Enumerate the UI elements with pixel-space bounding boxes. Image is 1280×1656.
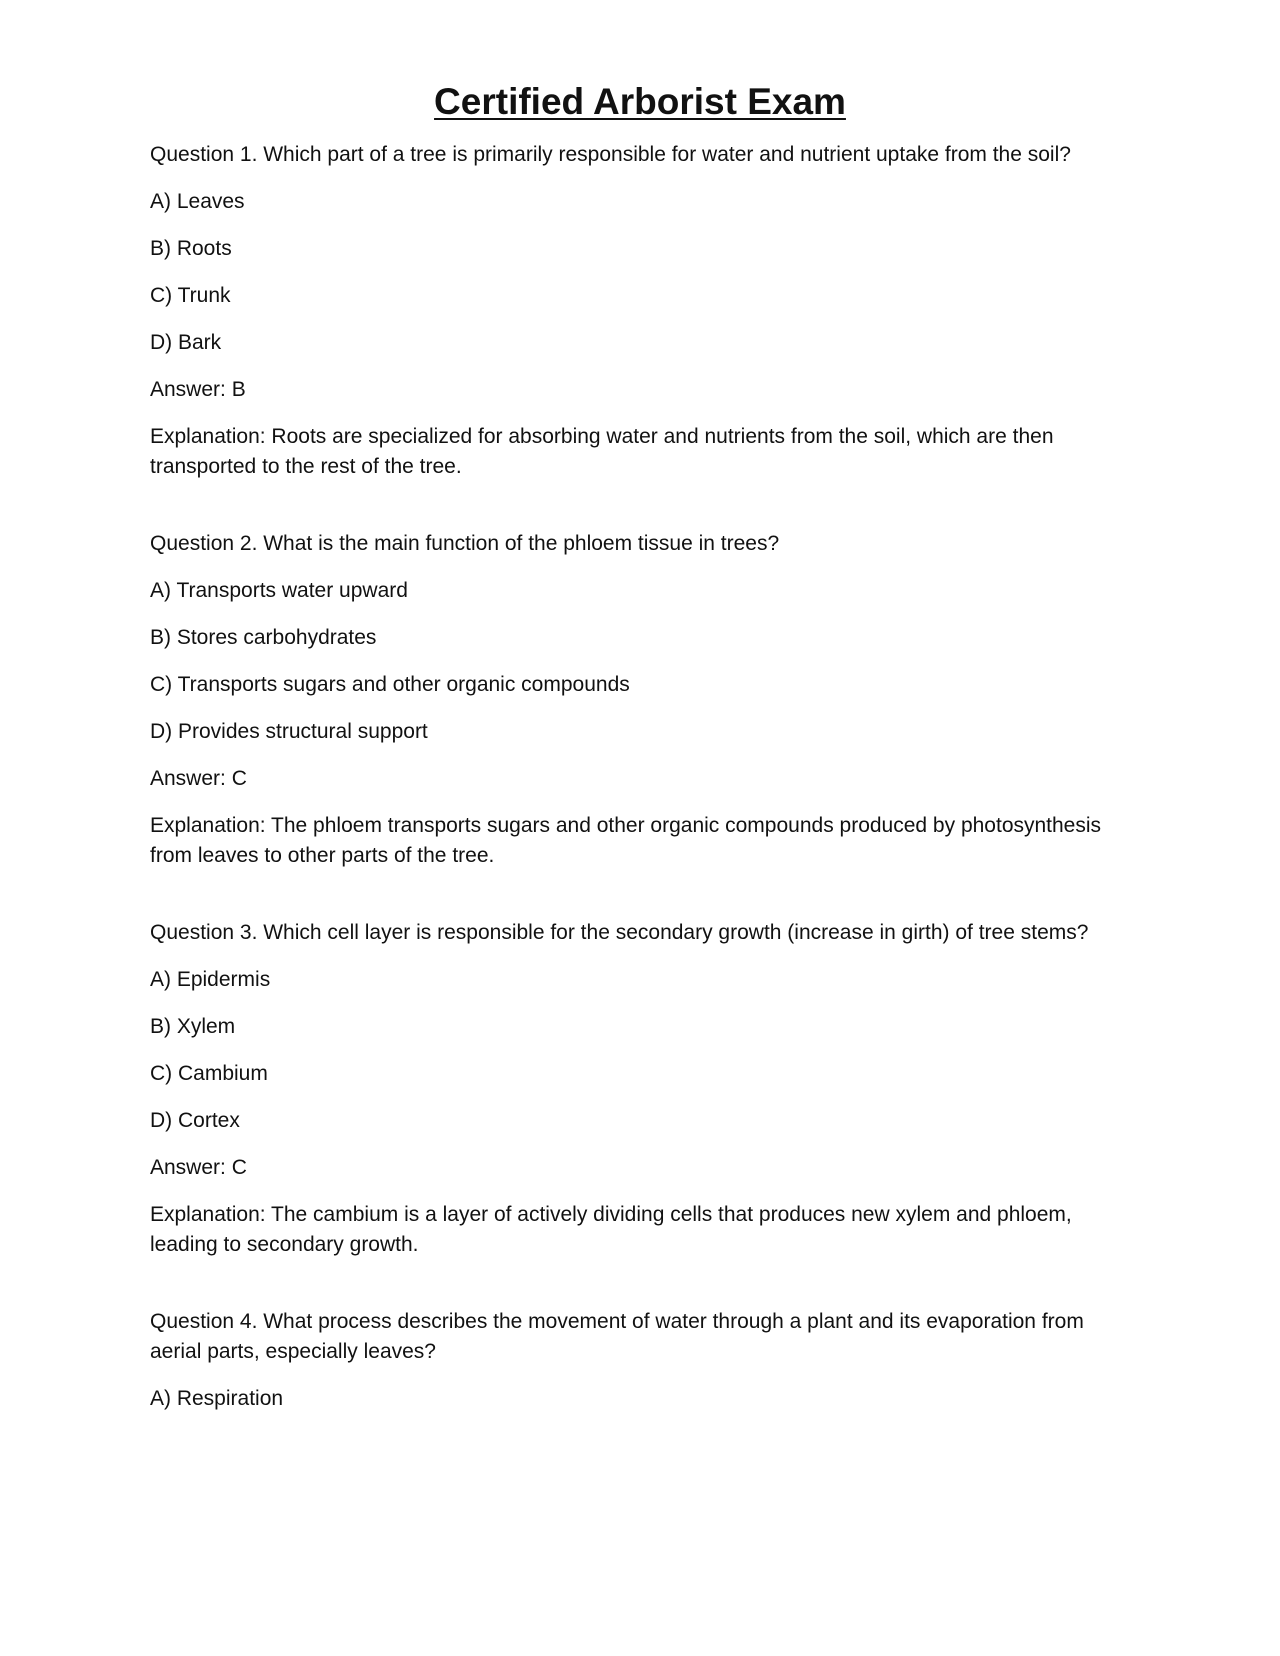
option-d: D) Provides structural support <box>150 720 428 743</box>
option-c: C) Trunk <box>150 284 231 307</box>
option-c: C) Transports sugars and other organic compounds <box>150 673 630 696</box>
option-a: A) Leaves <box>150 190 245 213</box>
answer-line: Answer: C <box>150 1156 247 1179</box>
explanation-text: Explanation: The cambium is a layer of actively dividing cells that produces new xylem and phloem, leading to secondary growth. <box>150 1203 1072 1256</box>
option-c: C) Cambium <box>150 1062 268 1085</box>
explanation-text: Explanation: Roots are specialized for absorbing water and nutrients from the soil, which are then transported to the rest of the tree. <box>150 425 1054 478</box>
page-title-text: Certified Arborist Exam <box>434 81 846 122</box>
page-title <box>150 78 1130 126</box>
question-text: Question 3. Which cell layer is responsible for the secondary growth (increase in girth) of tree stems? <box>150 921 1089 944</box>
option-a: A) Respiration <box>150 1387 284 1410</box>
question-3 <box>150 918 1130 1260</box>
question-4 <box>150 1307 1130 1414</box>
option-a: A) Transports water upward <box>150 579 408 602</box>
option-d: D) Bark <box>150 331 222 354</box>
option-d: D) Cortex <box>150 1109 240 1132</box>
option-b: B) Stores carbohydrates <box>150 626 377 649</box>
explanation-text: Explanation: The phloem transports sugars and other organic compounds produced by photosynthesis from leaves to other parts of the tree. <box>150 814 1102 867</box>
option-b: B) Xylem <box>150 1015 236 1038</box>
question-text: Question 4. What process describes the movement of water through a plant and its evaporation from aerial parts, especially leaves? <box>150 1310 1084 1363</box>
answer-line: Answer: C <box>150 767 247 790</box>
question-text: Question 1. Which part of a tree is primarily responsible for water and nutrient uptake from the soil? <box>150 143 1071 166</box>
question-text: Question 2. What is the main function of the phloem tissue in trees? <box>150 532 780 555</box>
question-1 <box>150 140 1130 482</box>
question-2 <box>150 529 1130 871</box>
answer-line: Answer: B <box>150 378 246 401</box>
option-b: B) Roots <box>150 237 232 260</box>
option-a: A) Epidermis <box>150 968 271 991</box>
